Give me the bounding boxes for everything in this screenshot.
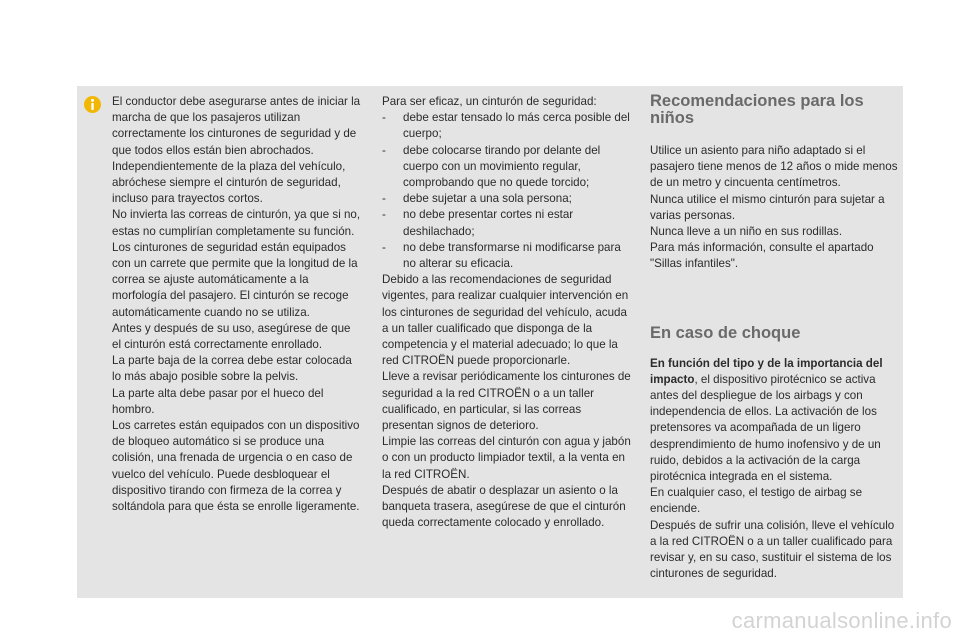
paragraph: En cualquier caso, el testigo de airbag se enciende.: [650, 486, 863, 516]
paragraph: Utilice un asiento para niño adaptado si el pasajero tiene menos de 12 años o mide menos de un metro y cincuenta centímetros.: [650, 144, 898, 190]
info-icon: [84, 96, 101, 113]
paragraph: Los carretes están equipados con un dispositivo de bloqueo automático si se produce una colisión, una frenada de urgencia o en caso de vuelco del vehículo. Puede desbloquear el dispositivo tirando con firmeza de la correa y soltándola para que ésta se enrolle ligeramente.: [112, 419, 360, 514]
paragraph: La parte alta debe pasar por el hueco del hombro.: [112, 386, 324, 416]
list-item: - no debe presentar cortes ni estar deshilachado;: [382, 207, 634, 239]
paragraph: Independientemente de la plaza del vehículo, abróchese siempre el cinturón de seguridad, incluso para trayectos cortos.: [112, 159, 346, 206]
list-item: - no debe transformarse ni modificarse para no alterar su eficacia.: [382, 240, 634, 272]
paragraph: Después de abatir o desplazar un asiento o la banqueta trasera, asegúrese de que el cinturón queda correctamente colocado y enrollado.: [382, 483, 626, 530]
paragraph: Debido a las recomendaciones de seguridad vigentes, para realizar cualquier intervención en los cinturones de seguridad del vehículo, acuda a un taller cualificado que disponga de la competencia y el material adecuado; lo que la red CITROËN puede proporcionarle.: [382, 273, 629, 368]
crash-bold-lead: En función del tipo y de la importancia del impacto: [650, 356, 883, 386]
paragraph: Antes y después de su uso, asegúrese de que el cinturón está correctamente enrollado.: [112, 321, 351, 352]
paragraph: Los cinturones de seguridad están equipados con un carrete que permite que la longitud de la correa se ajuste automáticamente a la morfología del pasajero. El cinturón se recoge automáticamente cuando no se utiliza.: [112, 240, 358, 319]
paragraph: El conductor debe asegurarse antes de iniciar la marcha de que los pasajeros utilizan correctamente los cinturones de seguridad y de que todos ellos están bien abrochados.: [112, 95, 361, 157]
list-intro: Para ser eficaz, un cinturón de seguridad:: [382, 95, 597, 108]
requirements-list: [382, 110, 634, 272]
paragraph: La parte baja de la correa debe estar colocada lo más abajo posible sobre la pelvis.: [112, 354, 352, 384]
paragraph: Limpie las correas del cinturón con agua y jabón o con un producto limpiador textil, a la venta en la red CITROËN.: [382, 435, 631, 481]
watermark: carmanualsonline.info: [731, 608, 952, 633]
paragraph: Lleve a revisar periódicamente los cinturones de seguridad a la red CITROËN o a un taller cualificado, en particular, si las correas presentan signos de deterioro.: [382, 370, 631, 433]
heading-children-recommendations: Recomendaciones para los niños: [650, 92, 864, 127]
column-seatbelt-usage: [112, 94, 362, 515]
paragraph: No invierta las correas de cinturón, ya que si no, estas no cumplirían completamente su función.: [112, 208, 361, 238]
list-item: - debe estar tensado lo más cerca posible del cuerpo;: [382, 110, 634, 142]
column-recommendations: [650, 93, 902, 582]
column-seatbelt-effectiveness: [382, 94, 634, 531]
paragraph: Nunca utilice el mismo cinturón para sujetar a varias personas.: [650, 192, 885, 222]
crash-text: , el dispositivo pirotécnico se activa antes del despliegue de los airbags y con independencia de ellos. La activación de los pretensores va acompañada de un ligero desprendimiento de humo inofensivo y de un ruido, debidos a la activación de la carga pirotécnica integrada en el sistema.: [650, 372, 881, 484]
list-item: - debe sujetar a una sola persona;: [382, 191, 634, 207]
paragraph: Después de sufrir una colisión, lleve el vehículo a la red CITROËN o a un taller cualificado para revisar y, en su caso, sustituir el sistema de los cinturones de seguridad.: [650, 518, 895, 581]
crash-paragraph: [650, 356, 902, 486]
heading-crash: En caso de choque: [650, 323, 801, 342]
paragraph: Nunca lleve a un niño en sus rodillas.: [650, 225, 843, 239]
list-item: - debe colocarse tirando por delante del cuerpo con un movimiento regular, comprobando que no quede torcido;: [382, 143, 634, 192]
paragraph: Para más información, consulte el apartado "Sillas infantiles".: [650, 241, 874, 271]
